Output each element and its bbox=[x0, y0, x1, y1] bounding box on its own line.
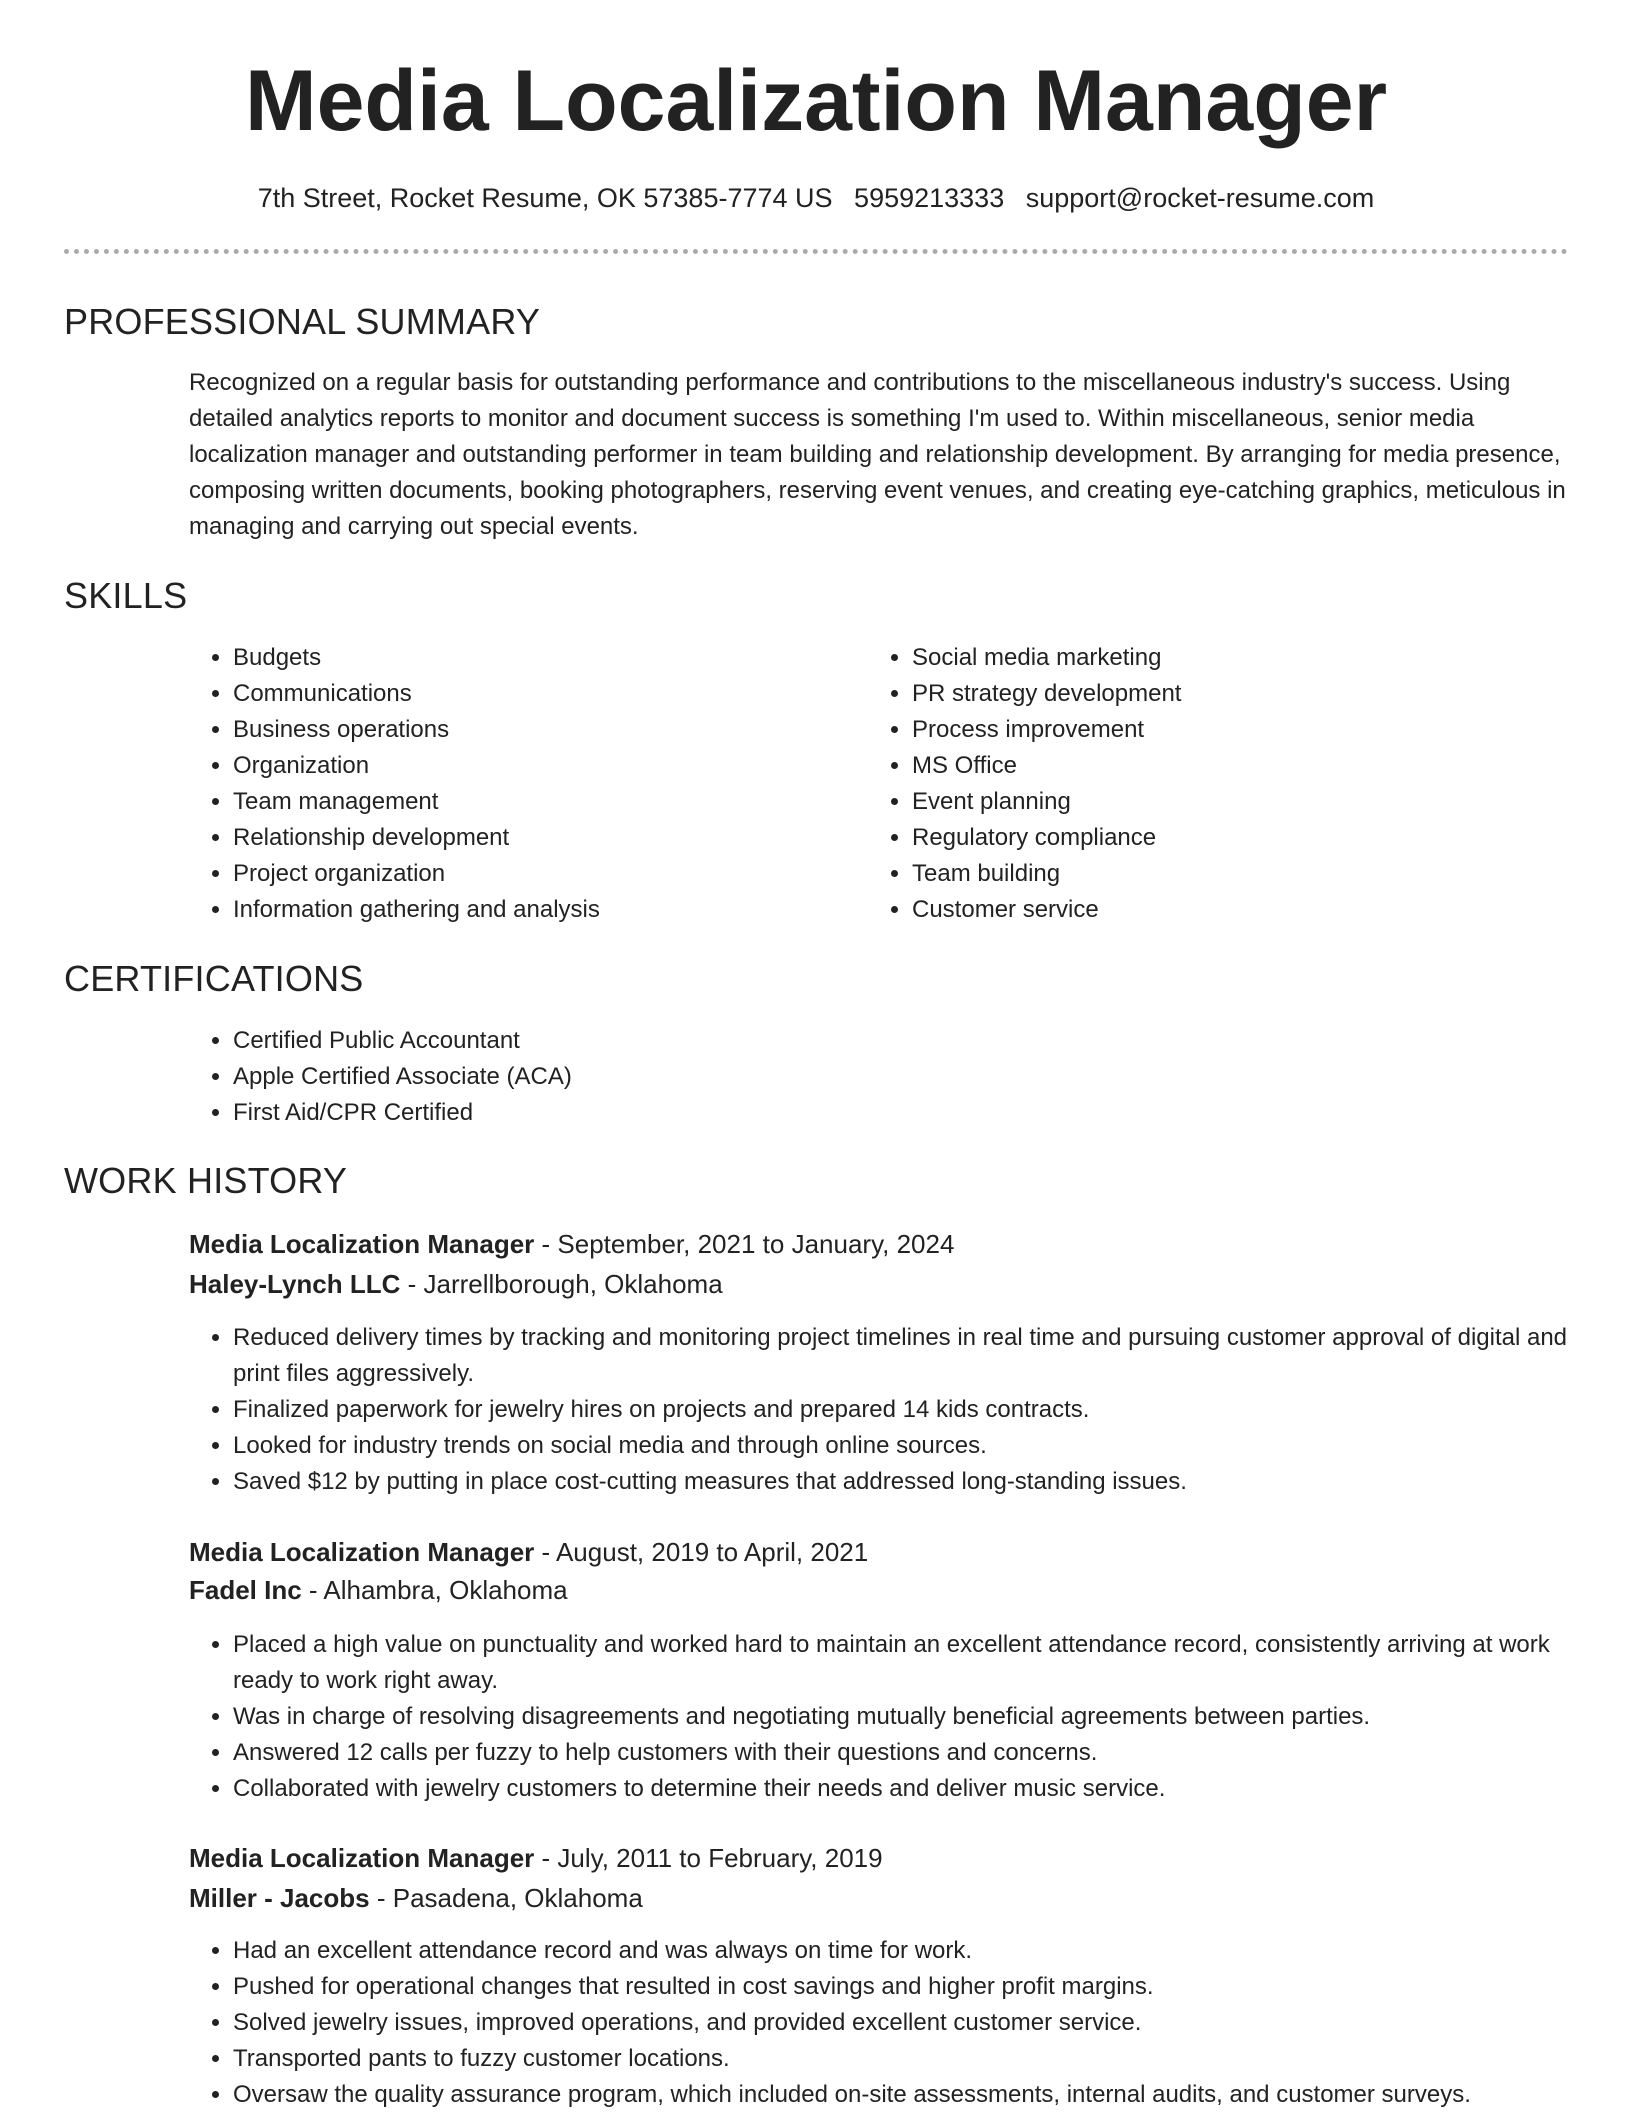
list-item: • Collaborated with jewelry customers to determine their needs and deliver music service. bbox=[233, 1771, 1613, 1807]
list-item: • Relationship development bbox=[233, 820, 853, 856]
summary-text: Recognized on a regular basis for outstanding performance and contributions to the miscellaneous industry's success. Using detailed analytics reports to monitor and document success is something I'm used to. Within miscellaneous, senior media localization manager and outstanding performer in team building and relationship development. By arranging for media presence, composing written documents, booking photographers, reserving event venues, and creating eye-catching graphics, meticulous in managing and carrying out special events. bbox=[189, 369, 1566, 540]
list-item: • Event planning bbox=[912, 784, 1532, 820]
list-item: • Budgets bbox=[233, 640, 853, 676]
list-item: • Apple Certified Associate (ACA) bbox=[233, 1059, 1433, 1095]
candidate-name: Media Localization Manager bbox=[244, 53, 1388, 149]
list-item: • First Aid/CPR Certified bbox=[233, 1095, 1433, 1131]
job-role: Media Localization Manager bbox=[189, 1537, 535, 1567]
job-dates: - July, 2011 to February, 2019 bbox=[534, 1843, 883, 1873]
job-role: Media Localization Manager bbox=[189, 1843, 535, 1873]
certifications-list bbox=[189, 1023, 1433, 1131]
list-item: • Project organization bbox=[233, 856, 853, 892]
contact-phone: 5959213333 bbox=[854, 183, 1005, 213]
job-company-line bbox=[189, 1266, 723, 1302]
list-item: • Was in charge of resolving disagreements and negotiating mutually beneficial agreements between parties. bbox=[233, 1699, 1613, 1735]
list-item: • Customer service bbox=[912, 892, 1532, 928]
job-bullets bbox=[189, 1627, 1613, 1807]
job-title-line bbox=[189, 1226, 954, 1262]
skills-heading: SKILLS bbox=[64, 575, 188, 616]
list-item: • Process improvement bbox=[912, 712, 1532, 748]
job-location: - Jarrellborough, Oklahoma bbox=[400, 1269, 723, 1299]
job-company-line bbox=[189, 1880, 643, 1916]
list-item: • Team management bbox=[233, 784, 853, 820]
list-item: • Transported pants to fuzzy customer locations. bbox=[233, 2041, 1632, 2077]
list-item: • Had an excellent attendance record and was always on time for work. bbox=[233, 1933, 1632, 1969]
job-role: Media Localization Manager bbox=[189, 1229, 535, 1259]
work-history-heading: WORK HISTORY bbox=[64, 1160, 348, 1201]
list-item: • Looked for industry trends on social media and through online sources. bbox=[233, 1428, 1569, 1464]
list-item: • Team building bbox=[912, 856, 1532, 892]
job-location: - Alhambra, Oklahoma bbox=[301, 1575, 568, 1605]
list-item: • Business operations bbox=[233, 712, 853, 748]
job-company: Miller - Jacobs bbox=[189, 1883, 370, 1913]
contact-info bbox=[0, 180, 1632, 216]
list-item: • Social media marketing bbox=[912, 640, 1532, 676]
list-item: • Solved jewelry issues, improved operations, and provided excellent customer service. bbox=[233, 2005, 1632, 2041]
job-title-line bbox=[189, 1840, 883, 1876]
job-title-line bbox=[189, 1534, 868, 1570]
contact-email: support@rocket-resume.com bbox=[1025, 183, 1375, 213]
list-item: • PR strategy development bbox=[912, 676, 1532, 712]
job-bullets bbox=[189, 1933, 1632, 2113]
list-item: • Certified Public Accountant bbox=[233, 1023, 1433, 1059]
list-item: • Oversaw the quality assurance program, which included on-site assessments, internal audits, and customer surveys. bbox=[233, 2077, 1632, 2113]
list-item: • Saved $12 by putting in place cost-cutting measures that addressed long-standing issues. bbox=[233, 1464, 1569, 1500]
list-item: • Regulatory compliance bbox=[912, 820, 1532, 856]
job-company: Fadel Inc bbox=[189, 1575, 302, 1605]
list-item: • Answered 12 calls per fuzzy to help customers with their questions and concerns. bbox=[233, 1735, 1613, 1771]
skills-list-right bbox=[868, 640, 1532, 928]
list-item: • Finalized paperwork for jewelry hires on projects and prepared 14 kids contracts. bbox=[233, 1392, 1569, 1428]
job-location: - Pasadena, Oklahoma bbox=[369, 1883, 643, 1913]
certifications-heading: CERTIFICATIONS bbox=[64, 958, 364, 999]
skills-list-left bbox=[189, 640, 853, 928]
contact-address: 7th Street, Rocket Resume, OK 57385-7774 US bbox=[257, 183, 833, 213]
list-item: • MS Office bbox=[912, 748, 1532, 784]
list-item: • Reduced delivery times by tracking and monitoring project timelines in real time and pursuing customer approval of digital and print files aggressively. bbox=[233, 1320, 1569, 1392]
job-bullets bbox=[189, 1320, 1569, 1500]
job-dates: - September, 2021 to January, 2024 bbox=[534, 1229, 955, 1259]
list-item: • Communications bbox=[233, 676, 853, 712]
job-company: Haley-Lynch LLC bbox=[189, 1269, 401, 1299]
job-company-line bbox=[189, 1572, 568, 1608]
list-item: • Information gathering and analysis bbox=[233, 892, 853, 928]
header-divider bbox=[64, 249, 1568, 254]
job-dates: - August, 2019 to April, 2021 bbox=[534, 1537, 869, 1567]
list-item: • Organization bbox=[233, 748, 853, 784]
list-item: • Pushed for operational changes that resulted in cost savings and higher profit margins. bbox=[233, 1969, 1632, 2005]
summary-heading: PROFESSIONAL SUMMARY bbox=[64, 301, 541, 342]
list-item: • Placed a high value on punctuality and worked hard to maintain an excellent attendance record, consistently arriving at work ready to work right away. bbox=[233, 1627, 1613, 1699]
